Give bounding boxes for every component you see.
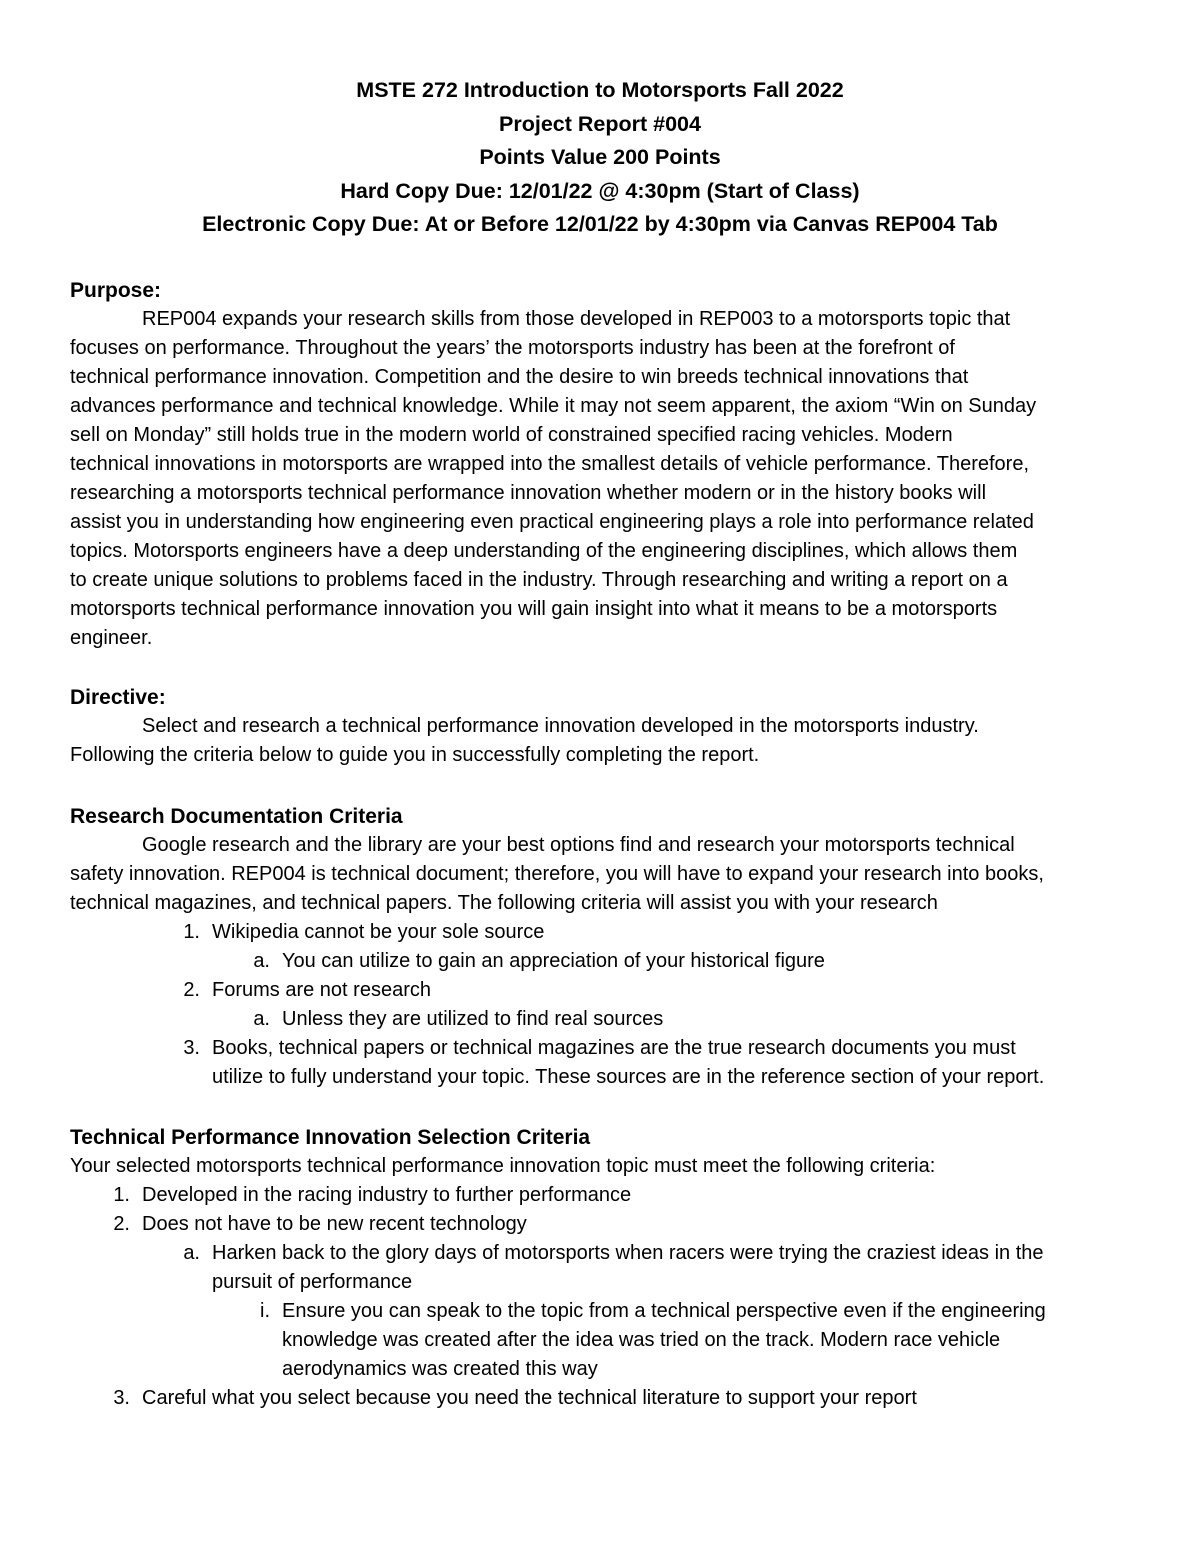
list-item bbox=[70, 1297, 1140, 1326]
paragraph-line: focuses on performance. Throughout the years’ the motorsports industry has been at the forefront of bbox=[70, 337, 955, 359]
paragraph-line: Select and research a technical performance innovation developed in the motorsports industry. bbox=[142, 715, 979, 737]
list-item-text: Developed in the racing industry to further performance bbox=[142, 1184, 632, 1206]
paragraph-line: to create unique solutions to problems faced in the industry. Through researching and writing a report on a bbox=[70, 569, 1008, 591]
points-value: Points Value 200 Points bbox=[479, 145, 721, 169]
list-item-continuation bbox=[70, 1268, 1140, 1297]
list-item bbox=[70, 947, 1140, 976]
paragraph-line: topics. Motorsports engineers have a deep understanding of the engineering disciplines, which allows them bbox=[70, 540, 1018, 562]
list-item-text: Books, technical papers or technical magazines are the true research documents you must bbox=[212, 1037, 1016, 1059]
list-item-text: pursuit of performance bbox=[212, 1271, 413, 1293]
document-header bbox=[0, 74, 1200, 242]
research-heading: Research Documentation Criteria bbox=[70, 805, 403, 828]
electronic-copy-due: Electronic Copy Due: At or Before 12/01/22 by 4:30pm via Canvas REP004 Tab bbox=[202, 212, 998, 236]
paragraph-line: advances performance and technical knowledge. While it may not seem apparent, the axiom “Win on Sunday bbox=[70, 395, 1037, 417]
list-marker: 1. bbox=[183, 921, 200, 943]
list-marker: a. bbox=[253, 1008, 270, 1030]
list-item-text: aerodynamics was created this way bbox=[282, 1358, 598, 1380]
paragraph-line: motorsports technical performance innovation you will gain insight into what it means to be a motorsports bbox=[70, 598, 998, 620]
list-item bbox=[70, 1181, 1140, 1210]
purpose-heading: Purpose: bbox=[70, 279, 162, 302]
selection-heading: Technical Performance Innovation Selection Criteria bbox=[70, 1126, 591, 1149]
list-marker: 3. bbox=[183, 1037, 200, 1059]
list-item bbox=[70, 918, 1140, 947]
paragraph-line: Following the criteria below to guide you in successfully completing the report. bbox=[70, 744, 760, 766]
report-number: Project Report #004 bbox=[499, 111, 701, 136]
list-marker: i. bbox=[260, 1300, 270, 1322]
paragraph-line: sell on Monday” still holds true in the modern world of constrained specified racing vehicles. Modern bbox=[70, 424, 953, 446]
list-item-text: knowledge was created after the idea was tried on the track. Modern race vehicle bbox=[282, 1329, 1001, 1351]
paragraph-line: safety innovation. REP004 is technical document; therefore, you will have to expand your research into books, bbox=[70, 863, 1044, 885]
list-item-text: Careful what you select because you need the technical literature to support your report bbox=[142, 1387, 917, 1409]
list-item-text: Forums are not research bbox=[212, 979, 431, 1001]
paragraph-line: researching a motorsports technical performance innovation whether modern or in the history books will bbox=[70, 482, 987, 504]
paragraph-line: engineer. bbox=[70, 627, 153, 649]
directive-section bbox=[70, 683, 1140, 770]
list-item-continuation bbox=[70, 1355, 1140, 1384]
selection-section bbox=[70, 1123, 1140, 1413]
list-item bbox=[70, 1384, 1140, 1413]
selection-intro: Your selected motorsports technical performance innovation topic must meet the following criteria: bbox=[70, 1155, 936, 1177]
list-marker: 2. bbox=[113, 1213, 130, 1235]
directive-heading: Directive: bbox=[70, 686, 166, 709]
paragraph-line: assist you in understanding how engineering even practical engineering plays a role into performance related bbox=[70, 511, 1034, 533]
list-marker: 2. bbox=[183, 979, 200, 1001]
course-title: MSTE 272 Introduction to Motorsports Fall 2022 bbox=[356, 78, 844, 102]
list-marker: a. bbox=[183, 1242, 200, 1264]
list-marker: 3. bbox=[113, 1387, 130, 1409]
list-item-text: Does not have to be new recent technology bbox=[142, 1213, 527, 1235]
hard-copy-due: Hard Copy Due: 12/01/22 @ 4:30pm (Start of Class) bbox=[340, 178, 860, 203]
list-item-text: Harken back to the glory days of motorsports when racers were trying the craziest ideas in the bbox=[212, 1242, 1044, 1264]
paragraph-line: REP004 expands your research skills from those developed in REP003 to a motorsports topic that bbox=[142, 308, 1011, 330]
list-item-text: Wikipedia cannot be your sole source bbox=[212, 921, 545, 943]
list-item-text: utilize to fully understand your topic. These sources are in the reference section of your report. bbox=[212, 1066, 1045, 1088]
list-marker: a. bbox=[253, 950, 270, 972]
list-item-text: Unless they are utilized to find real sources bbox=[282, 1008, 664, 1030]
list-item-continuation bbox=[70, 1063, 1140, 1092]
list-item bbox=[70, 1239, 1140, 1268]
research-section bbox=[70, 802, 1140, 1092]
list-item bbox=[70, 1210, 1140, 1239]
list-item-text: You can utilize to gain an appreciation of your historical figure bbox=[282, 950, 825, 972]
paragraph-line: technical magazines, and technical papers. The following criteria will assist you with your research bbox=[70, 892, 938, 914]
list-item bbox=[70, 1005, 1140, 1034]
list-item bbox=[70, 1034, 1140, 1063]
list-marker: 1. bbox=[113, 1184, 130, 1206]
list-item bbox=[70, 976, 1140, 1005]
list-item-text: Ensure you can speak to the topic from a technical perspective even if the engineering bbox=[282, 1300, 1046, 1322]
paragraph-line: Google research and the library are your best options find and research your motorsports technical bbox=[142, 834, 1015, 856]
list-item-continuation bbox=[70, 1326, 1140, 1355]
purpose-section bbox=[70, 276, 1140, 653]
paragraph-line: technical performance innovation. Competition and the desire to win breeds technical innovations that bbox=[70, 366, 969, 388]
paragraph-line: technical innovations in motorsports are wrapped into the smallest details of vehicle performance. Therefore, bbox=[70, 453, 1030, 475]
